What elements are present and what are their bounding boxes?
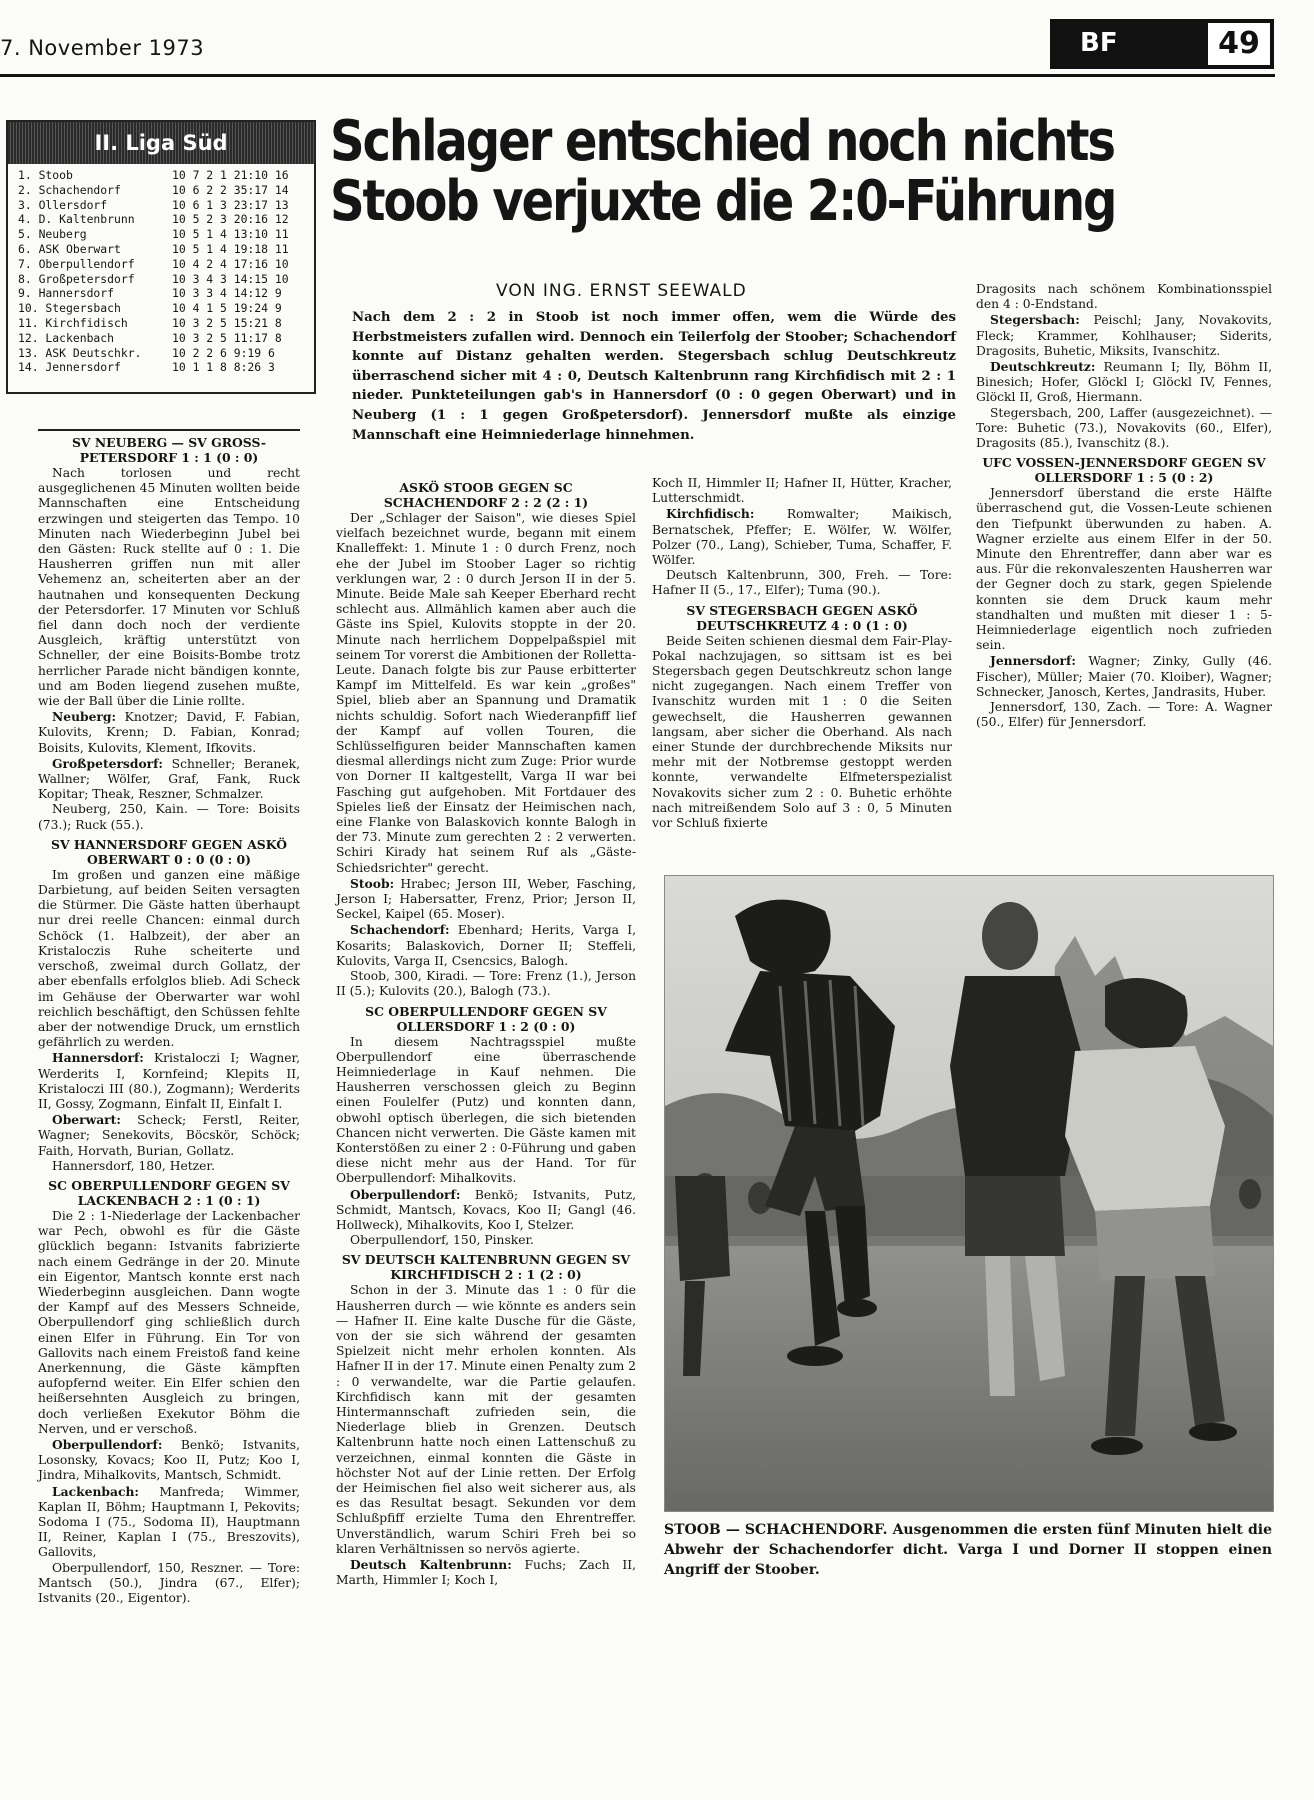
team-name: 11. Kirchfidisch <box>18 315 128 330</box>
team-stats: 10 6 1 3 23:17 13 <box>172 197 289 212</box>
match-facts: Stegersbach, 200, Laffer (ausgezeichnet). — Tore: Buhetic (73.), Novakovits (60., Elfer), Dragosits (85.), Ivanschitz (8.). <box>976 405 1272 451</box>
league-table-row <box>18 272 308 287</box>
team-stats: 10 4 2 4 17:16 10 <box>172 256 289 271</box>
lineup: Oberpullendorf: Benkö; Istvanits, Losonsky, Kovacs; Koo II, Putz; Koo I, Jindra, Mihalkovits, Mantsch, Schmidt. <box>38 1436 300 1483</box>
team-name: 10. Stegersbach <box>18 301 121 316</box>
team-stats: 10 5 1 4 13:10 11 <box>172 227 289 242</box>
league-table-rows <box>8 164 314 375</box>
section-label: BF <box>1080 28 1118 58</box>
lineup: Deutschkreutz: Reumann I; Ily, Böhm II, Binesich; Hofer, Glöckl I; Glöckl IV, Fennes, Glöckl II, Groß, Hiermann. <box>976 359 1272 405</box>
match-heading: SC OBERPULLENDORF GEGEN SV LACKENBACH 2 : 1 (0 : 1) <box>48 1177 290 1208</box>
match-report: Die 2 : 1-Niederlage der Lackenbacher war Pech, obwohl es für die Gäste glücklich begann: Istvanits fabrizierte nach einem Gedränge in der 20. Minute ein Eigentor, Mantsch konnte erst nach Wiederbeginn ausgleichen. Dann wogte der Kampf auf des Messers Schneide, Oberpullendorf ging schließlich durch einen Elfer in Führung. Ein Tor von Gallovits nach einem Freistoß fand keine Anerkennung, die Gäste kämpften aufopfernd weiter. Ein Elfer schien den heißersehnten Ausgleich zu bringen, doch verließen Exekutor Böhm die Nerven, und er verschoß. <box>38 1208 300 1436</box>
headline-line-2: Stoob verjuxte die 2:0-Führung <box>330 168 1116 234</box>
lineup: Jennersdorf: Wagner; Zinky, Gully (46. Fischer), Müller; Maier (70. Kloiber), Wagner; Schnecker, Janosch, Kertes, Jandrasits, Huber. <box>976 653 1272 699</box>
lineup: Stoob: Hrabec; Jerson III, Weber, Fasching, Jerson I; Habersatter, Frenz, Prior; Jerson II, Seckel, Kaipel (65. Moser). <box>336 875 636 922</box>
byline: VON ING. ERNST SEEWALD <box>496 281 747 301</box>
match-photo <box>664 875 1274 1512</box>
team-stats: 10 5 2 3 20:16 12 <box>172 212 289 227</box>
team-name: 13. ASK Deutschkr. <box>18 345 142 360</box>
team-name: 9. Hannersdorf <box>18 286 115 301</box>
team-name: 6. ASK Oberwart <box>18 241 121 256</box>
intro-paragraph: Nach dem 2 : 2 in Stoob ist noch immer offen, wem die Würde des Herbstmeisters zufallen wird. Dennoch ein Teilerfolg der Stoober; Schachendorf konnte auf Distanz gehalten werden. Stegersbach schlug Deutschkreutz überraschend sicher mit 4 : 0, Deutsch Kaltenbrunn rang Kirchfidisch mit 2 : 1 nieder. Punkteteilungen gab's in Hannersdorf (0 : 0 gegen Oberwart) und in Neuberg (1 : 1 gegen Großpetersdorf). Jennersdorf mußte als einzige Mannschaft eine Heimniederlage hinnehmen. <box>352 310 956 443</box>
team-stats: 10 1 1 8 8:26 3 <box>172 360 275 375</box>
match-facts: Stoob, 300, Kiradi. — Tore: Frenz (1.), Jerson II (5.); Kulovits (20.), Balogh (73.). <box>336 969 636 999</box>
team-name: 1. Stoob <box>18 168 73 182</box>
column-rule <box>38 429 300 431</box>
photo-caption: STOOB — SCHACHENDORF. Ausgenommen die ersten fünf Minuten hielt die Abwehr der Schachendorfer dicht. Varga I und Dorner II stoppen einen Angriff der Stoober. <box>664 1522 1272 1578</box>
match-heading: SV HANNERSDORF GEGEN ASKÖ OBERWART 0 : 0 (0 : 0) <box>51 836 287 867</box>
team-name: 7. Oberpullendorf <box>18 256 135 271</box>
team-stats: 10 3 2 5 11:17 8 <box>172 330 282 345</box>
match-report: Jennersdorf überstand die erste Hälfte überraschend gut, die Vossen-Leute schienen den Tiefpunkt überwunden zu haben. A. Wagner erzielte aus einem Elfer in der 50. Minute den Ehrentreffer, dann aber war es aus. Für die rekonvaleszenten Hausherren war der Gegner doch zu stark, gegen Spielende konnten sie dem Druck kaum mehr standhalten und mußten mit dieser 1 : 5-Heimniederlage eigentlich noch zufrieden sein. <box>976 486 1272 653</box>
match-report: In diesem Nachtragsspiel mußte Oberpullendorf eine überraschende Heimniederlage in Kauf nehmen. Die Hausherren verschossen gleich zu Beginn einen Foulelfer (Putz) und konnten dann, obwohl optisch überlegen, die sich bietenden Chancen nicht verwerten. Die Gäste kamen mit Konterstößen zu einer 2 : 0-Führung und gaben diese nicht mehr aus der Hand. Tor für Oberpullendorf: Mihalkovits. <box>336 1034 636 1186</box>
league-table-row <box>18 286 308 301</box>
team-name: 14. Jennersdorf <box>18 360 121 375</box>
lineup: Stegersbach: Peischl; Jany, Novakovits, Fleck; Krammer, Kohlhauser; Siderits, Dragosits, Buhetic, Miksits, Ivanschitz. <box>976 312 1272 358</box>
league-table-row <box>18 183 308 198</box>
match-heading: SV STEGERSBACH GEGEN ASKÖ DEUTSCHKREUTZ 4 : 0 (1 : 0) <box>686 602 918 633</box>
lineup: Kirchfidisch: Romwalter; Maikisch, Bernatschek, Pfeffer; E. Wölfer, W. Wölfer, Polzer (70., Lang), Schieber, Tuma, Schaffer, F. Wölfer. <box>652 506 952 568</box>
league-table-row <box>18 257 308 272</box>
league-table-row <box>18 212 308 227</box>
match-facts: Jennersdorf, 130, Zach. — Tore: A. Wagner (50., Elfer) für Jennersdorf. <box>976 700 1272 730</box>
match-facts: Oberpullendorf, 150, Reszner. — Tore: Mantsch (50.), Jindra (67., Elfer); Istvanits (20., Eigentor). <box>38 1560 300 1606</box>
team-stats: 10 4 1 5 19:24 9 <box>172 301 282 316</box>
lineup: Oberwart: Scheck; Ferstl, Reiter, Wagner; Senekovits, Böcskör, Schöck; Faith, Horvath, Burian, Gollatz. <box>38 1112 300 1158</box>
issue-date: 7. November 1973 <box>0 36 205 60</box>
league-table-row <box>18 198 308 213</box>
lineup: Großpetersdorf: Schneller; Beranek, Wallner; Wölfer, Graf, Fank, Ruck Kopitar; Theak, Reszner, Schmalzer. <box>38 755 300 802</box>
page-number: 49 <box>1208 23 1270 65</box>
lineup: Oberpullendorf: Benkö; Istvanits, Putz, Schmidt, Mantsch, Kovacs, Koo II; Gangl (46. Hollweck), Mihalkovits, Koo I, Stelzer. <box>336 1186 636 1232</box>
match-heading: SC OBERPULLENDORF GEGEN SV OLLERSDORF 1 : 2 (0 : 0) <box>365 1003 607 1034</box>
league-table-row <box>18 227 308 242</box>
match-facts: Neuberg, 250, Kain. — Tore: Boisits (73.); Ruck (55.). <box>38 802 300 832</box>
team-stats: 10 3 2 5 15:21 8 <box>172 315 282 330</box>
headline <box>330 109 1280 234</box>
lineup: Lackenbach: Manfreda; Wimmer, Kaplan II, Böhm; Hauptmann I, Pekovits; Sodoma I (75., Sodoma II), Hauptmann II, Reiner, Kaplan I (75., Breszovits), Gallovits, <box>38 1483 300 1560</box>
match-report: Der „Schlager der Saison", wie dieses Spiel vielfach bezeichnet wurde, begann mit einem Knalleffekt: 1. Minute 1 : 0 durch Frenz, noch ehe der Jubel im Stoober Lager so richtig verklungen war, 2 : 0 durch Jerson II in der 5. Minute. Beide Male sah Keeper Eberhard recht schlecht aus. Allmählich kamen aber auch die Gäste ins Spiel, Kulovits stoppte in der 20. Minute nach herrlichem Doppelpaßspiel mit seinem Tor vorerst die Ambitionen der Rolletta-Leute. Danach folgte bis zur Pause erbitterter Kampf im Mittelfeld. Es war kein „großes" Spiel, blieb aber an Spannung und Dramatik nichts schuldig. Sofort nach Wiederanpfiff lief der Kampf auf vollen Touren, die Schlüsselfiguren beider Mannschaften kamen diesmal allerdings nicht zum Zuge: Prior wurde von Dorner II kaltgestellt, Varga II war bei Fasching gut aufgehoben. Mit Fortdauer des Spieles ließ der Einsatz der Heimischen nach, eine Flanke von Balaskovich konnte Balogh in der 73. Minute zum gerechten 2 : 2 verwerten. Schiri Kirady hat seinem Ruf als „Gäste-Schiedsrichter" gerecht. <box>336 511 636 875</box>
match-heading: ASKÖ STOOB GEGEN SC SCHACHENDORF 2 : 2 (2 : 1) <box>383 480 589 510</box>
league-table-row <box>18 346 308 361</box>
league-table-row <box>18 360 308 375</box>
column-4 <box>976 282 1272 730</box>
team-name: 3. Ollersdorf <box>18 197 108 212</box>
header-rule <box>0 74 1275 77</box>
headline-line-1: Schlager entschied noch nichts <box>330 109 1114 174</box>
league-table <box>6 120 316 394</box>
match-heading: UFC VOSSEN-JENNERSDORF GEGEN SV OLLERSDORF 1 : 5 (0 : 2) <box>982 455 1266 486</box>
team-stats: 10 3 3 4 14:12 9 <box>172 286 282 301</box>
league-table-row <box>18 301 308 316</box>
section-badge <box>1050 19 1274 69</box>
league-table-row <box>18 242 308 257</box>
column-3 <box>652 476 952 831</box>
match-report: Beide Seiten schienen diesmal dem Fair-Play-Pokal nachzujagen, so sittsam ist es bei Stegersbach gegen Deutschkreutz schon lange nicht zugegangen. Nach einem Treffer von Ivanschitz wurden mit 1 : 0 die Seiten gewechselt, die Hausherren gewannen langsam, aber sicher die Oberhand. Als nach einer Stunde der durchbrechende Miksits nur mehr mit der Notbremse gestoppt werden konnte, verwandelte Elfmeterspezialist Novakovits sicher zum 2 : 0. Buhetic erhöhte nach mitreißendem Solo auf 3 : 0, 5 Minuten vor Schluß fixierte <box>652 633 952 831</box>
match-facts: Oberpullendorf, 150, Pinsker. <box>350 1233 534 1248</box>
team-stats: 10 6 2 2 35:17 14 <box>172 182 289 197</box>
lineup: Hannersdorf: Kristaloczi I; Wagner, Werderits I, Kornfeind; Klepits II, Kristaloczi III (80.), Zogmann); Werderits II, Gossy, Zogmann, Einfalt II, Einfalt I. <box>38 1050 300 1111</box>
photo-illustration <box>665 876 1273 1511</box>
column-1 <box>38 425 300 1606</box>
column-2 <box>336 476 636 1588</box>
league-table-row <box>18 168 308 183</box>
team-name: 5. Neuberg <box>18 227 87 242</box>
match-facts: Hannersdorf, 180, Hetzer. <box>52 1158 215 1173</box>
team-name: 2. Schachendorf <box>18 182 121 197</box>
lineup: Neuberg: Knotzer; David, F. Fabian, Kulovits, Krenn; D. Fabian, Konrad; Boisits, Kulovits, Klement, Ifkovits. <box>38 709 300 755</box>
league-table-row <box>18 316 308 331</box>
team-name: 4. D. Kaltenbrunn <box>18 212 135 227</box>
team-stats: 10 7 2 1 21:10 16 <box>172 168 289 182</box>
league-table-row <box>18 331 308 346</box>
lineup: Deutsch Kaltenbrunn: Fuchs; Zach II, Marth, Himmler I; Koch I, <box>336 1557 636 1588</box>
league-table-title: II. Liga Süd <box>8 122 314 164</box>
match-report: Im großen und ganzen eine mäßige Darbietung, auf beiden Seiten versagten die Stürmer. Die Gäste hatten überhaupt nur drei reelle Chancen: einmal durch Schöck (1. Halbzeit), der aber an Kristaloczis Ruhe scheiterte und verschoß, zweimal durch Gollatz, der aber ebenfalls erfolglos blieb. Adi Scheck im Gehäuse der Oberwarter war wohl reichlich beschäftigt, den Schüssen fehlte aber der notwendige Druck, um ernstlich gefährlich zu werden. <box>38 867 300 1050</box>
match-heading: SV NEUBERG — SV GROSS-PETERSDORF 1 : 1 (0 : 0) <box>71 435 267 465</box>
team-stats: 10 3 4 3 14:15 10 <box>172 271 289 286</box>
team-stats: 10 2 2 6 9:19 6 <box>172 345 275 360</box>
lineup: Schachendorf: Ebenhard; Herits, Varga I, Kosarits; Balaskovich, Dorner II; Steffeli, Kulovits, Varga II, Csencsics, Balogh. <box>336 922 636 968</box>
team-name: 12. Lackenbach <box>18 330 115 345</box>
match-facts: Deutsch Kaltenbrunn, 300, Freh. — Tore: Hafner II (5., 17., Elfer); Tuma (90.). <box>652 568 952 598</box>
team-name: 8. Großpetersdorf <box>18 271 135 286</box>
team-stats: 10 5 1 4 19:18 11 <box>172 241 289 256</box>
match-report: Nach torlosen und recht ausgeglichenen 45 Minuten wollten beide Mannschaften eine Entscheidung erzwingen und steigerten das Tempo. 10 Minuten nach Wiederbeginn Jubel bei den Gästen: Ruck stellte auf 0 : 1. Die Hausherren griffen nun mit aller Vehemenz an, scheiterten aber an der hautnahen und konsequenten Deckung der Petersdorfer. 17 Minuten vor Schluß fiel dann doch noch der verdiente Ausgleich, kräftig unterstützt von Schneller, der eine Boisits-Bombe trotz herrlicher Parade nicht bändigen konnte, und am Boden liegend zusehen mußte, wie der Ball über die Linie rollte. <box>38 466 300 709</box>
match-heading: SV DEUTSCH KALTENBRUNN GEGEN SV KIRCHFIDISCH 2 : 1 (2 : 0) <box>341 1252 631 1283</box>
match-report-continued: Dragosits nach schönem Kombinationsspiel den 4 : 0-Endstand. <box>976 282 1272 312</box>
lineup-continued: Koch II, Himmler II; Hafner II, Hütter, Kracher, Lutterschmidt. <box>652 476 952 506</box>
match-report: Schon in der 3. Minute das 1 : 0 für die Hausherren durch — wie könnte es anders sein — Hafner II. Eine kalte Dusche für die Gäste, von der sie sich während der gesamten Spielzeit nicht mehr erholen konnten. Als Hafner II in der 17. Minute einen Penalty zum 2 : 0 verwandelte, war die Partie gelaufen. Kirchfidisch kann mit der gesamten Hintermannschaft zufrieden sein, die Niederlage blieb in Grenzen. Deutsch Kaltenbrunn hatte noch einen Lattenschuß zu verzeichnen, einmal konnten die Gäste in höchster Not auf der Linie retten. Der Erfolg der Heimischen fiel also weit sicherer aus, als es das Resultat besagt. Sekunden vor dem Schlußpfiff erzielte Tuma den Ehrentreffer. Unverständlich, warum Schiri Freh bei so klaren Verhältnissen so nervös agierte. <box>336 1283 636 1556</box>
